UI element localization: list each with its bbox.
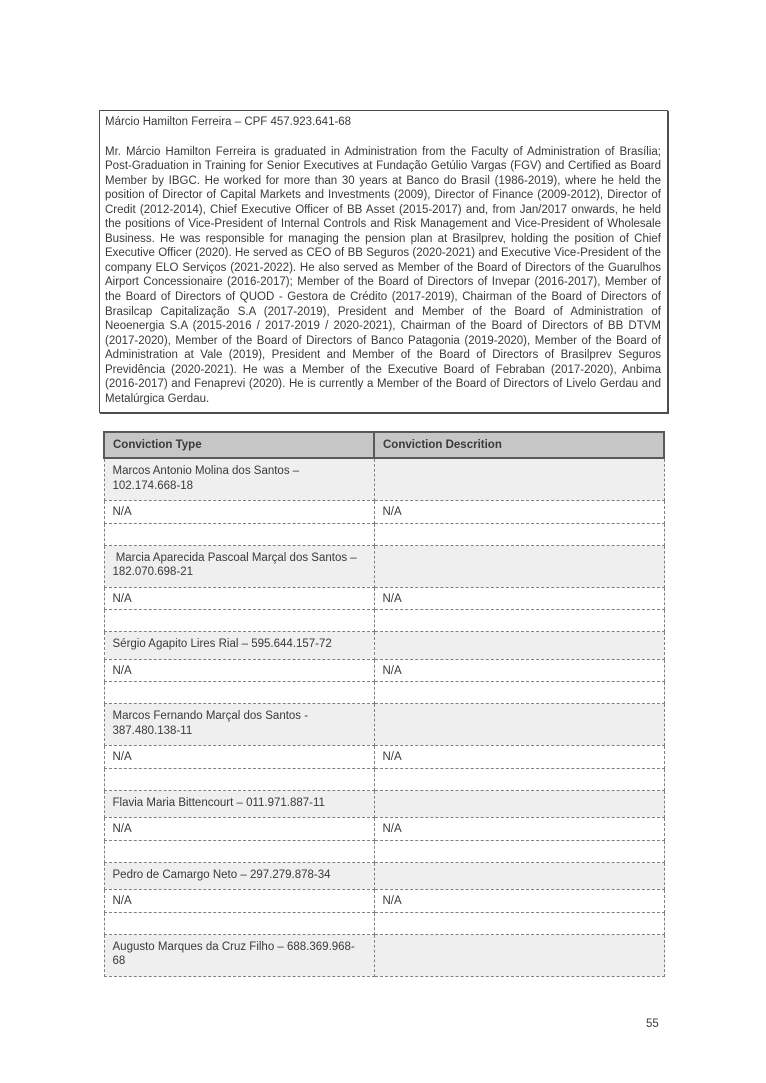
person-name-cell: Pedro de Camargo Neto – 297.279.878-34	[104, 862, 374, 890]
bio-paragraph: Mr. Márcio Hamilton Ferreira is graduated in Administration from the Faculty of Administration of Brasília; Post-Graduation in Training for Senior Executives at Fundação Getúlio Vargas (FGV) and Certified as Board Member by IBGC. He worked for more than 30 years at Banco do Brasil (1986-2019), where he held the position of Director of Capital Markets and Investments (2009), Director of Finance (2009-2012), Director of Credit (2012-2014), Chief Executive Officer of BB Asset (2015-2017) and, from Jan/2017 onwards, he held the positions of Vice-President of Internal Controls and Risk Management and Vice-President of Wholesale Business. He was responsible for managing the pension plan at Brasilprev, holding the position of Chief Executive Officer (2020). He served as CEO of BB Seguros (2020-2021) and Executive Vice-President of the company ELO Serviços (2021-2022). He also served as Member of the Board of Directors of the Guarulhos Airport Concessionaire (2016-2017); Member of the Board of Directors of Invepar (2016-2017), Member of the Board of Directors of QUOD - Gestora de Crédito (2017-2019), Chairman of the Board of Directors of Brasilcap Capitalização S.A (2017-2019), President and Member of the Board of Administration of Neoenergia S.A (2015-2016 / 2017-2019 / 2020-2021), Chairman of the Board of Directors of BB DTVM (2017-2020), Member of the Board of Directors of Banco Patagonia (2019-2020), Member of the Board of Administration at Vale (2019), President and Member of the Board of Directors of Brasilprev Seguros Previdência (2020-2021). He was a Member of the Executive Board of Febraban (2017-2020), Anbima (2016-2017) and Fenaprevi (2020). He is currently a Member of the Board of Directors of Livelo Gerdau and Metalúrgica Gerdau.	[105, 145, 661, 405]
bio-title: Márcio Hamilton Ferreira – CPF 457.923.641-68	[105, 116, 352, 128]
conviction-entry-name-row	[104, 632, 664, 660]
conviction-description-cell	[374, 840, 664, 862]
conviction-type-header: Conviction Type	[104, 432, 374, 458]
person-name-spacer-cell	[374, 862, 664, 890]
conviction-entry-name-row	[104, 934, 664, 976]
person-name-spacer-cell	[374, 632, 664, 660]
conviction-type-cell: N/A	[104, 890, 374, 913]
conviction-entry-name-row	[104, 790, 664, 818]
conviction-type-cell	[104, 610, 374, 632]
conviction-type-cell: N/A	[104, 587, 374, 610]
conviction-description-cell	[374, 912, 664, 934]
conviction-description-cell	[374, 610, 664, 632]
conviction-type-cell: N/A	[104, 746, 374, 769]
conviction-description-cell	[374, 682, 664, 704]
conviction-table	[103, 431, 665, 977]
conviction-value-row	[104, 659, 664, 682]
conviction-value-row	[104, 523, 664, 545]
person-name-spacer-cell	[374, 704, 664, 746]
person-name-spacer-cell	[374, 934, 664, 976]
conviction-description-cell: N/A	[374, 818, 664, 841]
conviction-type-cell: N/A	[104, 659, 374, 682]
person-name-spacer-cell	[374, 458, 664, 501]
conviction-value-row	[104, 890, 664, 913]
conviction-description-cell	[374, 523, 664, 545]
conviction-entry-name-row	[104, 545, 664, 587]
conviction-type-cell: N/A	[104, 818, 374, 841]
conviction-description-cell: N/A	[374, 890, 664, 913]
person-name-cell: Flavia Maria Bittencourt – 011.971.887-11	[104, 790, 374, 818]
conviction-entry-name-row	[104, 458, 664, 501]
person-name-cell: Marcos Antonio Molina dos Santos – 102.174.668-18	[104, 458, 374, 501]
conviction-description-cell: N/A	[374, 587, 664, 610]
conviction-value-row	[104, 746, 664, 769]
person-name-spacer-cell	[374, 790, 664, 818]
conviction-value-row	[104, 840, 664, 862]
conviction-value-row	[104, 587, 664, 610]
page-number: 55	[646, 1018, 659, 1030]
conviction-type-cell	[104, 523, 374, 545]
conviction-entry-name-row	[104, 704, 664, 746]
conviction-value-row	[104, 818, 664, 841]
conviction-entry-name-row	[104, 862, 664, 890]
conviction-description-cell: N/A	[374, 746, 664, 769]
conviction-description-cell: N/A	[374, 659, 664, 682]
conviction-description-cell	[374, 768, 664, 790]
conviction-description-header: Conviction Descrition	[374, 432, 664, 458]
bio-box	[99, 110, 668, 413]
conviction-value-row	[104, 768, 664, 790]
conviction-value-row	[104, 501, 664, 524]
conviction-table-header-row	[104, 432, 664, 458]
person-name-spacer-cell	[374, 545, 664, 587]
person-name-cell: Marcos Fernando Marçal dos Santos - 387.480.138-11	[104, 704, 374, 746]
conviction-type-cell	[104, 768, 374, 790]
person-name-cell: Sérgio Agapito Lires Rial – 595.644.157-72	[104, 632, 374, 660]
conviction-type-cell	[104, 912, 374, 934]
conviction-type-cell	[104, 840, 374, 862]
conviction-value-row	[104, 682, 664, 704]
conviction-table-body	[104, 458, 664, 976]
conviction-value-row	[104, 610, 664, 632]
conviction-description-cell: N/A	[374, 501, 664, 524]
conviction-type-cell	[104, 682, 374, 704]
conviction-type-cell: N/A	[104, 501, 374, 524]
conviction-value-row	[104, 912, 664, 934]
person-name-cell: Augusto Marques da Cruz Filho – 688.369.968-68	[104, 934, 374, 976]
person-name-cell: Marcia Aparecida Pascoal Marçal dos Santos – 182.070.698-21	[104, 545, 374, 587]
